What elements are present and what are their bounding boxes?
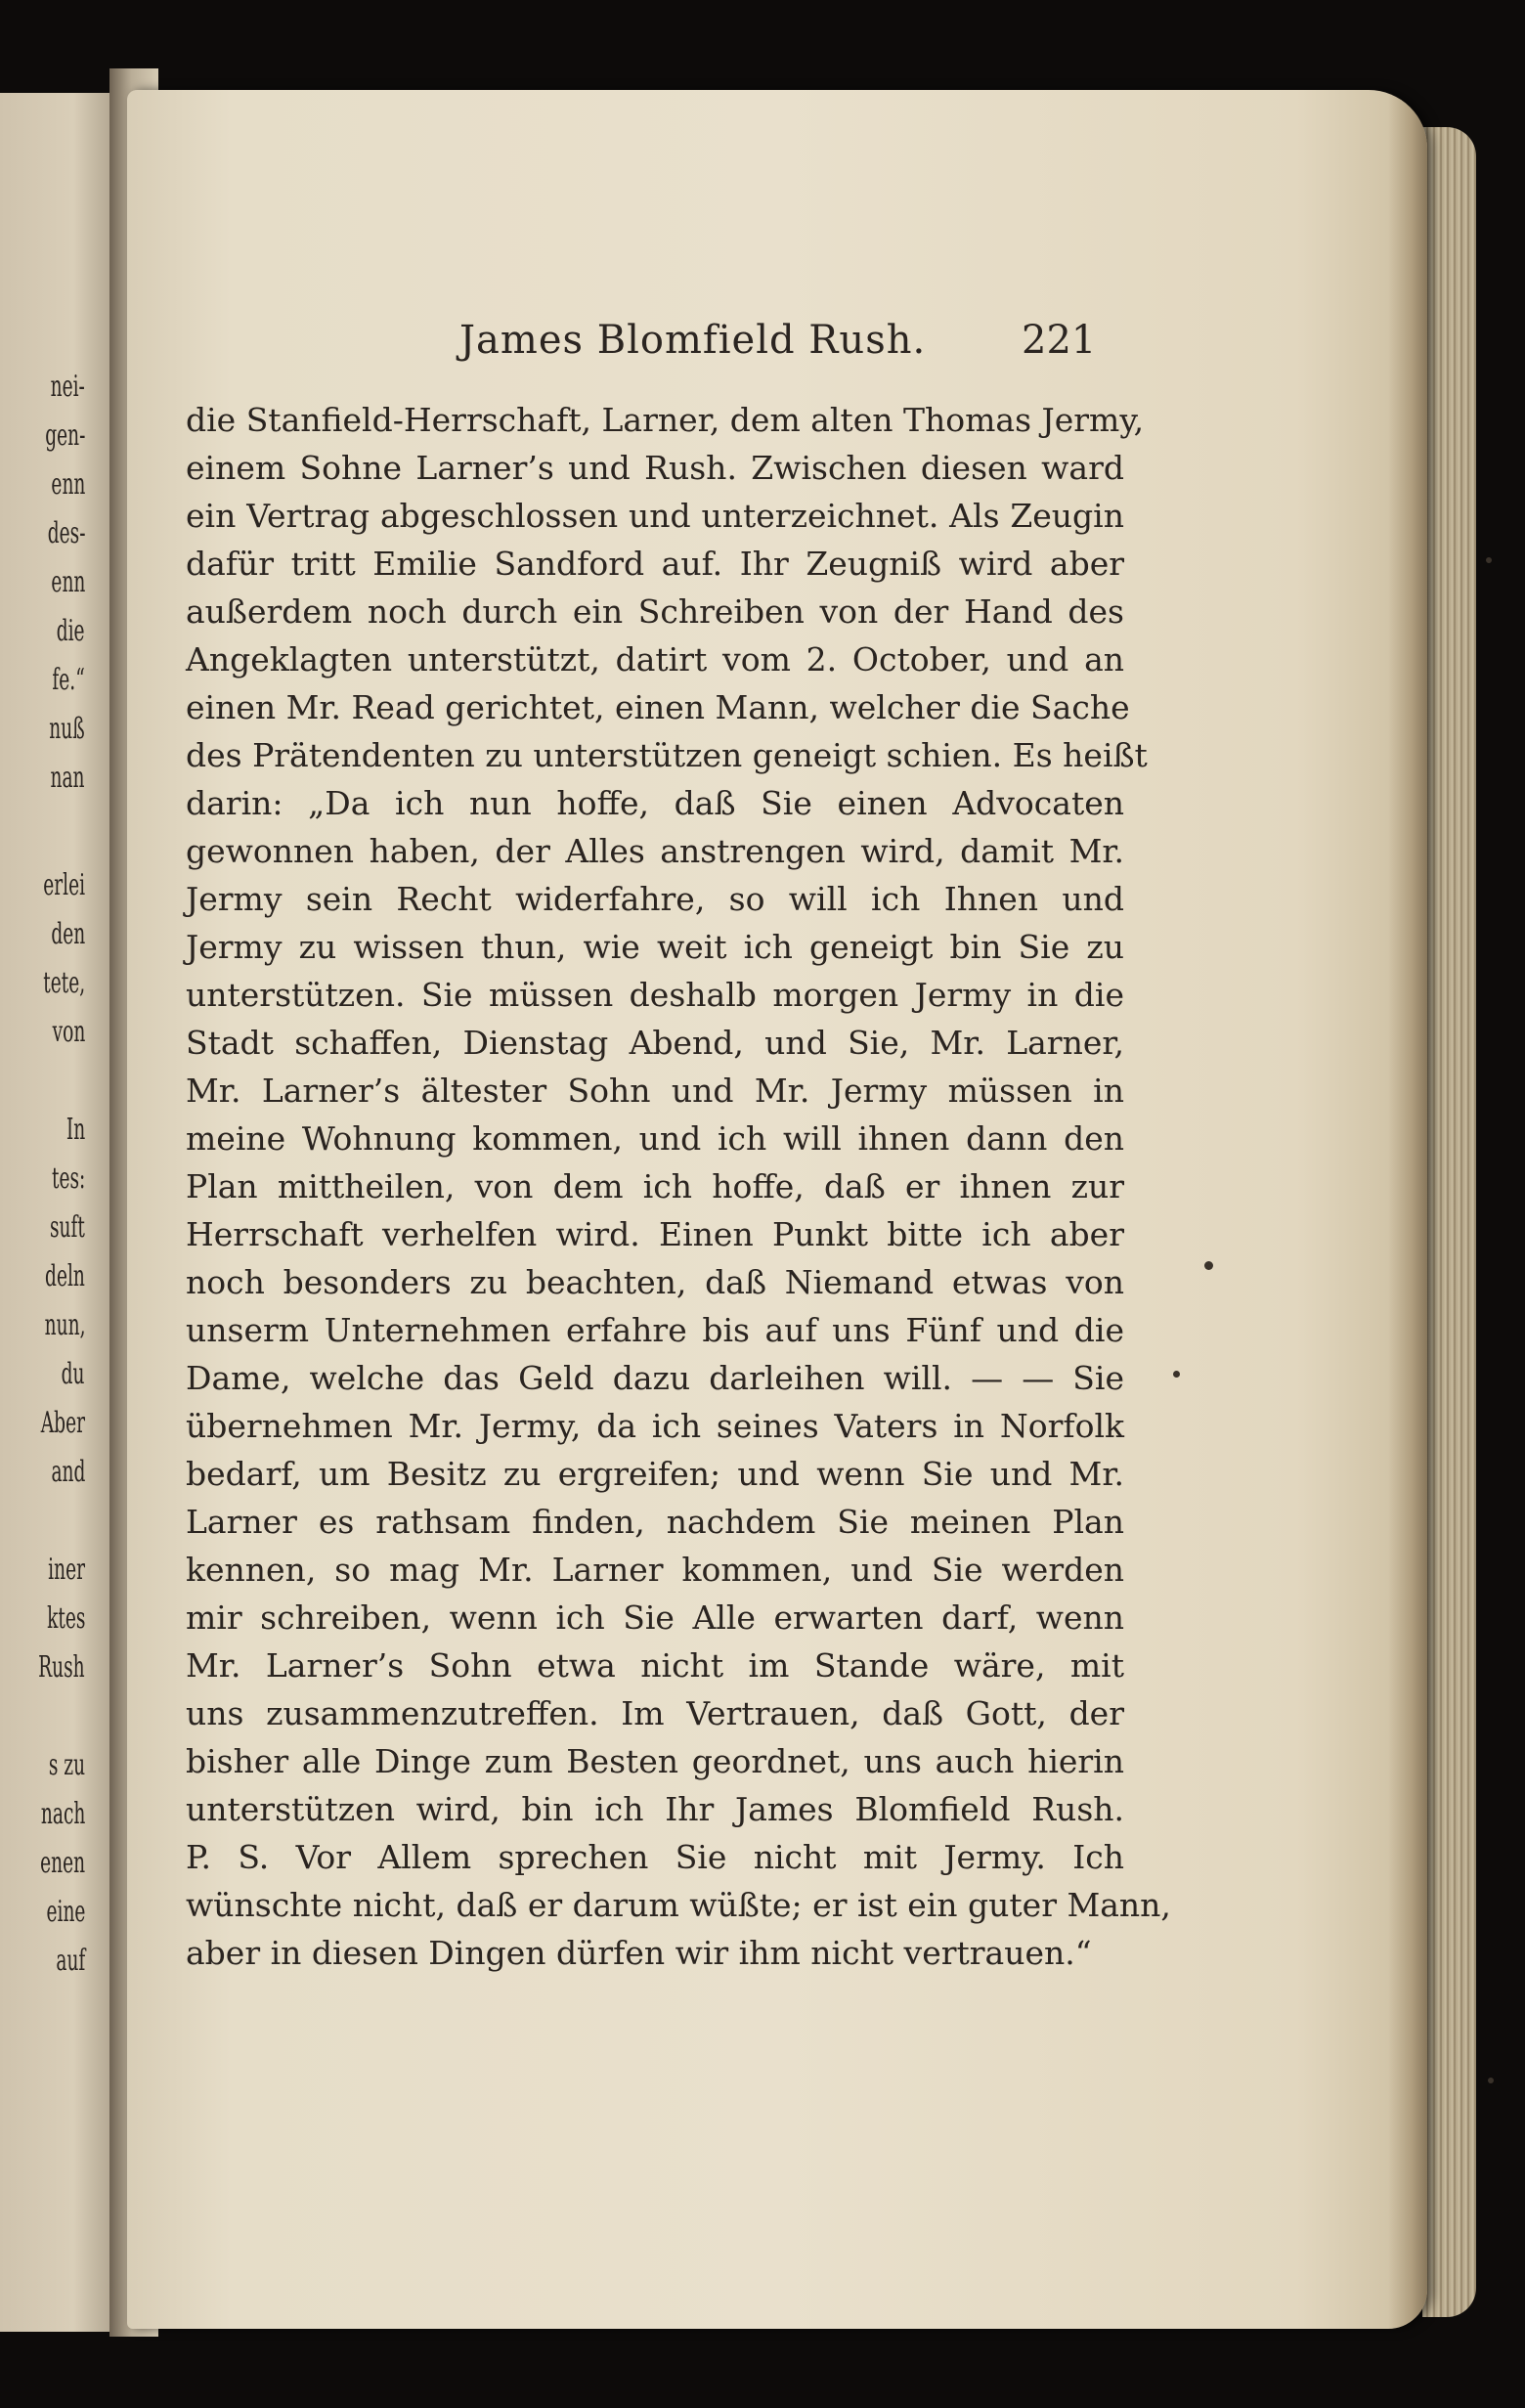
facing-page-fragment: s zu [48,1748,85,1782]
text-line: Larner es rathsam finden, nachdem Sie meinen Plan [186,1503,1124,1541]
facing-page-fragment: auf [56,1944,85,1978]
page-fore-edge [1422,127,1476,2317]
text-line: gewonnen haben, der Alles anstrengen wird, damit Mr. [186,832,1124,870]
paper-speck [1488,2078,1494,2083]
text-line: einem Sohne Larner’s und Rush. Zwischen diesen ward [186,449,1124,487]
facing-page [0,93,122,2332]
facing-page-fragment: nuß [49,712,85,746]
text-line: Angeklagten unterstützt, datirt vom 2. October, und an [186,640,1124,679]
paper-speck [1486,557,1492,563]
text-line: dafür tritt Emilie Sandford auf. Ihr Zeugniß wird aber [186,545,1124,583]
facing-page-fragment: deln [45,1259,85,1293]
facing-page-fragment: enn [51,467,85,502]
body-text [186,396,1171,1977]
facing-page-fragment: Rush [38,1650,85,1685]
text-line: P. S. Vor Allem sprechen Sie nicht mit Jermy. Ich [186,1838,1124,1876]
facing-page-fragment: nei- [50,370,85,404]
text-line: außerdem noch durch ein Schreiben von der Hand des [186,592,1124,631]
text-line: ein Vertrag abgeschlossen und unterzeichnet. Als Zeugin [186,497,1124,535]
facing-page-fragment: In [65,1113,85,1147]
text-line: Mr. Larner’s Sohn etwa nicht im Stande wäre, mit [186,1646,1124,1685]
facing-page-fragment: eine [46,1895,85,1929]
text-line: bedarf, um Besitz zu ergreifen; und wenn Sie und Mr. [186,1455,1124,1493]
paper-speck [1173,1371,1180,1378]
text-line: unterstützen. Sie müssen deshalb morgen Jermy in die [186,976,1124,1014]
text-line: Herrschaft verhelfen wird. Einen Punkt bitte ich aber [186,1215,1124,1253]
page-number: 221 [1022,318,1097,363]
facing-page-fragment: ktes [46,1601,85,1636]
paper-speck [1204,1261,1213,1270]
text-line: Dame, welche das Geld dazu darleihen will. — — Sie [186,1359,1124,1397]
text-line: Plan mittheilen, von dem ich hoffe, daß er ihnen zur [186,1167,1124,1205]
text-line: die Stanfield-Herrschaft, Larner, dem alten Thomas Jermy, [186,401,1145,439]
text-line: unterstützen wird, bin ich Ihr James Blomfield Rush. [186,1790,1124,1828]
facing-page-fragment: gen- [44,418,85,453]
facing-page-fragment: nan [50,761,85,795]
facing-page-fragment: von [52,1015,85,1049]
text-line: des Prätendenten zu unterstützen geneigt schien. Es heißt [186,736,1148,774]
facing-page-fragment: nach [40,1797,85,1831]
facing-page-fragment: tete, [43,966,85,1000]
facing-page-fragment: du [62,1357,85,1391]
page-edge-shadow [1388,90,1427,2329]
text-line: wünschte nicht, daß er darum wüßte; er ist ein guter Mann, [186,1886,1171,1924]
text-line: noch besonders zu beachten, daß Niemand etwas von [186,1263,1124,1301]
facing-page-fragment: enn [51,565,85,599]
text-line: bisher alle Dinge zum Besten geordnet, uns auch hierin [186,1742,1124,1780]
facing-page-fragment: enen [40,1846,85,1880]
text-line: meine Wohnung kommen, und ich will ihnen dann den [186,1119,1124,1158]
facing-page-fragment: and [51,1455,85,1489]
facing-page-fragment: suft [50,1210,85,1245]
text-line: unserm Unternehmen erfahre bis auf uns Fünf und die [186,1311,1124,1349]
text-line: mir schreiben, wenn ich Sie Alle erwarten darf, wenn [186,1598,1124,1637]
text-line: uns zusammenzutreffen. Im Vertrauen, daß Gott, der [186,1694,1124,1732]
text-line: Jermy zu wissen thun, wie weit ich geneigt bin Sie zu [186,928,1124,966]
running-head: James Blomfield Rush. [459,318,927,363]
text-line: übernehmen Mr. Jermy, da ich seines Vaters in Norfolk [186,1407,1124,1445]
text-line: Stadt schaffen, Dienstag Abend, und Sie, Mr. Larner, [186,1024,1124,1062]
facing-page-fragment: die [57,614,85,648]
text-line: aber in diesen Dingen dürfen wir ihm nicht vertrauen.“ [186,1934,1092,1972]
facing-page-fragment: erlei [43,868,85,902]
text-line: einen Mr. Read gerichtet, einen Mann, welcher die Sache [186,688,1130,726]
text-line: kennen, so mag Mr. Larner kommen, und Sie werden [186,1551,1124,1589]
facing-page-fragment: nun, [44,1308,85,1342]
facing-page-fragment: des- [47,516,85,550]
text-line: Jermy sein Recht widerfahre, so will ich Ihnen und [186,880,1124,918]
facing-page-fragment: fe.“ [52,663,85,697]
facing-page-fragment: iner [48,1553,85,1587]
facing-page-fragment: den [51,917,85,951]
text-line: darin: „Da ich nun hoffe, daß Sie einen Advocaten [186,784,1124,822]
facing-page-fragment: tes: [51,1161,85,1196]
facing-page-fragment: Aber [40,1406,85,1440]
text-line: Mr. Larner’s ältester Sohn und Mr. Jermy müssen in [186,1072,1124,1110]
